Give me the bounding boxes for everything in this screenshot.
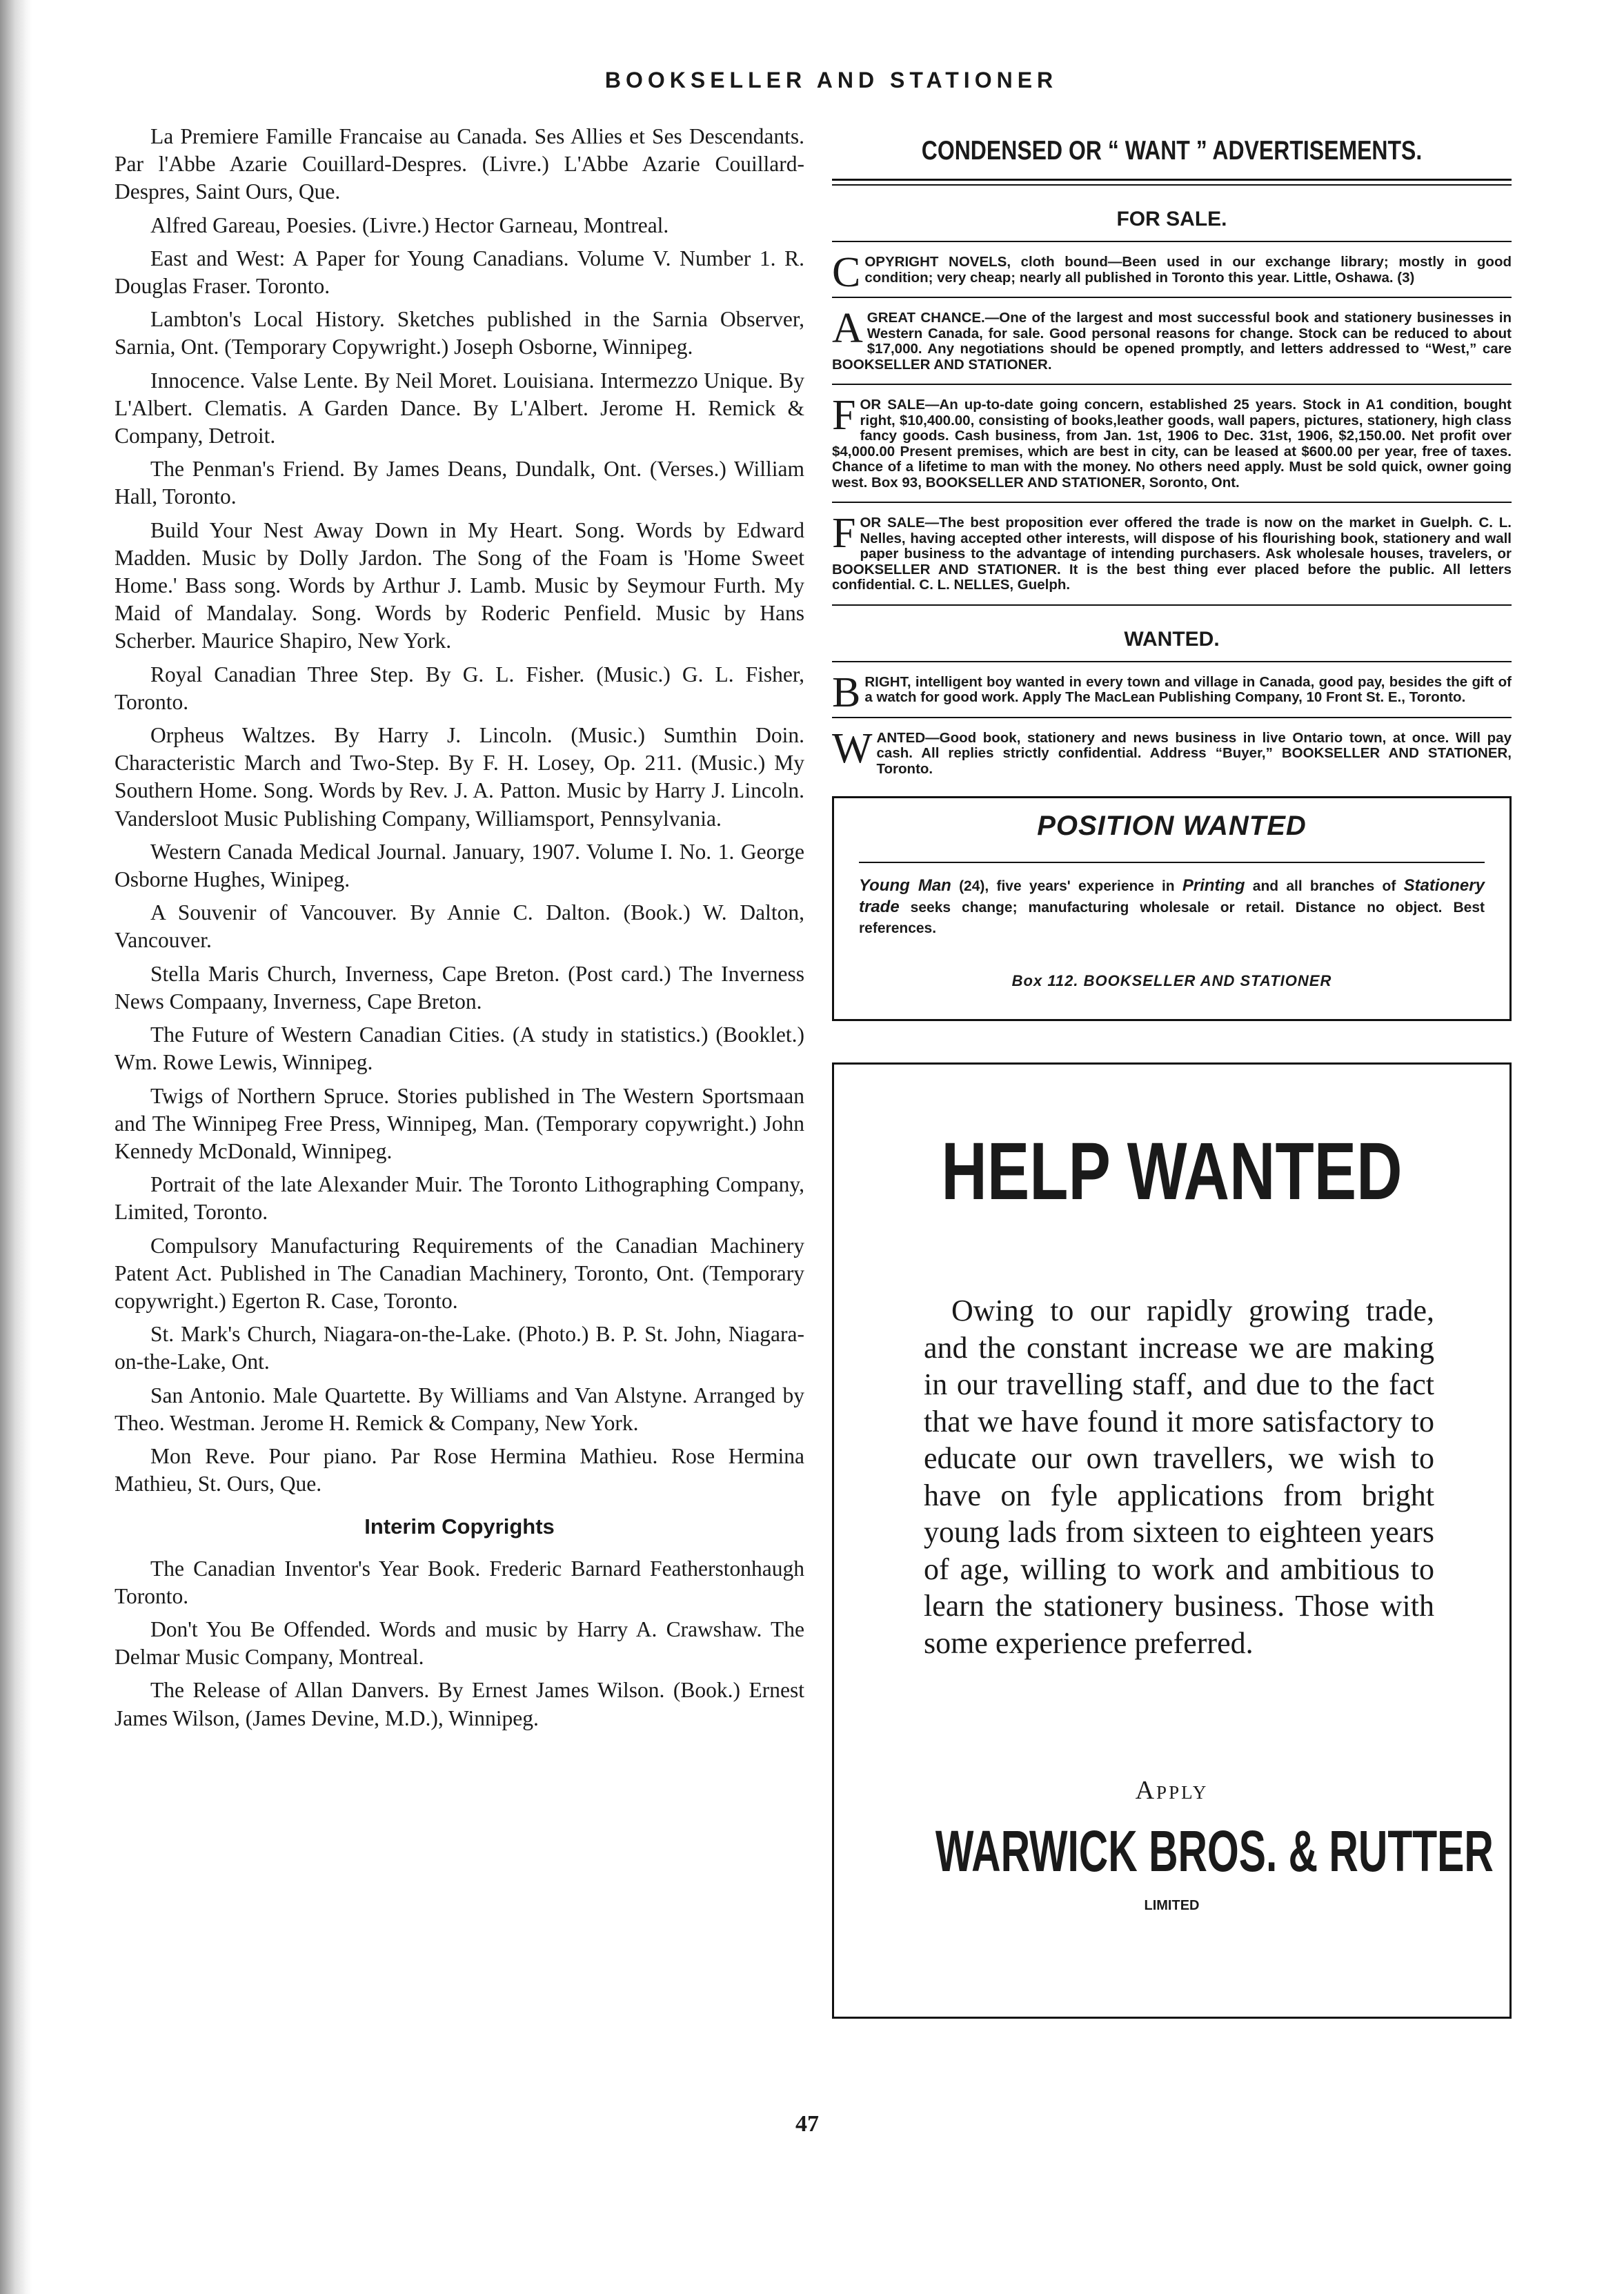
classified-ad [832,669,1512,716]
double-rule [832,179,1512,186]
wanted-heading: WANTED. [1124,627,1220,651]
listing-entry: Western Canada Medical Journal. January, 1907. Volume I. No. 1. George Osborne Hughes, Winipeg. [115,839,804,892]
help-wanted-body [924,1292,1434,1661]
rule [832,384,1512,385]
drop-cap: C [832,249,861,296]
rule [832,502,1512,503]
drop-cap: F [832,510,856,557]
listing-entry: Stella Maris Church, Inverness, Cape Breton. (Post card.) The Inverness News Compaany, Inverness, Cape Breton. [115,961,804,1013]
ad-text: GREAT CHANCE.—One of the largest and most successful book and stationery businesses in Western Canada, for sale. Good personal reasons for change. Stock can be reduced to about $17,000. Any negotiations should be opened promptly, and letters addressed to “West,” care BOOKSELLER AND STATIONER. [832,310,1512,373]
listing-entry: Lambton's Local History. Sketches published in the Sarnia Observer, Sarnia, Ont. (Temporary Copywright.) Joseph Osborne, Winnipeg. [115,307,804,359]
classified-ad [832,392,1512,491]
position-wanted-text [859,876,1485,939]
help-wanted-title: HELP WANTED [941,1126,1403,1217]
rule [832,661,1512,662]
listing-entry: Compulsory Manufacturing Requirements of the Canadian Machinery Patent Act. Published in The Canadian Machinery, Toronto, Ont. (Temporary copywright.) Egerton R. Case, Toronto. [115,1233,804,1313]
text-part: (24), five years' experience in [959,878,1175,894]
help-wanted-text: Owing to our rapidly growing trade, and the constant increase we are making in our travelling staff, and due to the fact that we have found it more satisfactory to educate our own travellers, we wish to have on fyle applications from bright young lads from sixteen to eighteen years of age, willing to work and ambitious to learn the stationery business. Those with some experience preferred. [924,1294,1434,1660]
for-sale-heading: FOR SALE. [1116,208,1227,230]
keyword: Stationery trade [859,876,1485,916]
firm-name: WARWICK BROS. & RUTTER [935,1819,1494,1883]
classified-ad [832,249,1512,296]
advertisements-column [832,135,1512,2019]
listing-entry: San Antonio. Male Quartette. By Williams and Van Alstyne. Arranged by Theo. Westman. Jerome H. Remick & Company, New York. [115,1383,804,1435]
rule [832,297,1512,298]
position-wanted-box [832,796,1512,1021]
copyright-listings-column [115,123,804,1738]
listing-entry: Alfred Gareau, Poesies. (Livre.) Hector Garneau, Montreal. [150,212,669,237]
listing-entry: Portrait of the late Alexander Muir. The Toronto Lithographing Company, Limited, Toronto. [115,1172,804,1225]
drop-cap: B [832,669,861,716]
rule [832,604,1512,606]
keyword: Printing [1182,876,1245,895]
text-part: and all branches of [1252,878,1396,894]
listing-entry: Build Your Nest Away Down in My Heart. Song. Words by Edward Madden. Music by Dolly Jardon. The Song of the Foam is 'Home Sweet Home.' Bass song. Words by Arthur J. Lamb. Music by Seymour Furth. My Maid of Mandalay. Song. Words by Roderic Penfield. Music by Hans Scherber. Maurice Shapiro, New York. [115,517,804,653]
firm-limited: LIMITED [1144,1898,1200,1913]
drop-cap: F [832,392,856,439]
ad-text: OR SALE—An up-to-date going concern, established 25 years. Stock in A1 condition, bought right, $10,400.00, consisting of books,leather goods, wall papers, pictures, stationery, high class fancy goods. Cash business, from Jan. 1st, 1906 to Dec. 31st, 1906, $2,150.00. Net profit over $4,000.00 Present premises, which are best in city, can be leased at $600.00 per year, free of taxes. Chance of a lifetime to man with the money. No others need apply. Must be sold quick, owner going west. Box 93, BOOKSELLER AND STATIONER, Soronto, Ont. [832,397,1512,491]
listing-entry: Royal Canadian Three Step. By G. L. Fisher. (Music.) G. L. Fisher, Toronto. [115,662,804,714]
classified-ad [832,510,1512,593]
interim-entry: The Canadian Inventor's Year Book. Frederic Barnard Featherstonhaugh Toronto. [115,1556,804,1608]
condensed-ads-header: CONDENSED OR “ WANT ” ADVERTISEMENTS. [921,136,1423,166]
rule [832,241,1512,242]
rule [832,717,1512,718]
box-number-line: Box 112. BOOKSELLER AND STATIONER [1011,972,1332,989]
listing-entry: The Future of Western Canadian Cities. (A study in statistics.) (Booklet.) Wm. Rowe Lewis, Winnipeg. [115,1022,804,1075]
listing-entry: East and West: A Paper for Young Canadians. Volume V. Number 1. R. Douglas Fraser. Toronto. [115,246,804,299]
listing-entry: St. Mark's Church, Niagara-on-the-Lake. (Photo.) B. P. St. John, Niagara-on-the-Lake, Ont. [115,1322,804,1374]
listing-entry: The Penman's Friend. By James Deans, Dundalk, Ont. (Verses.) William Hall, Toronto. [115,457,804,509]
ad-text: ANTED—Good book, stationery and news business in live Ontario town, at once. Will pay cash. All replies strictly confidential. Address “Buyer,” BOOKSELLER AND STATIONER, Toronto. [876,729,1512,777]
ad-text: OPYRIGHT NOVELS, cloth bound—Been used in our exchange library; mostly in good condition; very cheap; nearly all published in Toronto this year. Little, Oshawa. (3) [864,254,1512,286]
ad-text: RIGHT, intelligent boy wanted in every town and village in Canada, good pay, besides the gift of a watch for good work. Apply The MacLean Publishing Company, 10 Front St. E., Toronto. [864,673,1512,705]
running-head: BOOKSELLER AND STATIONER [604,68,1058,92]
lead-phrase: Young Man [859,876,951,895]
listing-entry: Twigs of Northern Spruce. Stories published in The Western Sportsmaan and The Winnipeg Free Press, Winnipeg, Man. (Temporary copywright.) John Kennedy McDonald, Winnipeg. [115,1083,804,1163]
help-wanted-box [832,1062,1512,2019]
page-number: 47 [795,2111,819,2137]
ad-text: OR SALE—The best proposition ever offered the trade is now on the market in Guelph. C. L. Nelles, having accepted other interests, will dispose of his flourishing book, stationery and wall paper business to the advantage of intending purchasers. Ask wholesale houses, travelers, or BOOKSELLER AND STATIONER. It is the best thing ever placed before the public. All letters confidential. C. L. NELLES, Guelph. [832,515,1512,593]
listing-entry: Innocence. Valse Lente. By Neil Moret. Louisiana. Intermezzo Unique. By L'Albert. Clematis. A Garden Dance. By L'Albert. Jerome H. Remick & Company, Detroit. [115,368,804,448]
text-part: seeks change; manufacturing wholesale or retail. Distance no object. Best references. [859,900,1485,936]
listing-entry: A Souvenir of Vancouver. By Annie C. Dalton. (Book.) W. Dalton, Vancouver. [115,900,804,953]
interim-entry: The Release of Allan Danvers. By Ernest James Wilson. (Book.) Ernest James Wilson, (James Devine, M.D.), Winnipeg. [115,1678,804,1730]
apply-line: Apply [1135,1776,1209,1805]
classified-ad [832,305,1512,373]
listing-entry: La Premiere Famille Francaise au Canada. Ses Allies et Ses Descendants. Par l'Abbe Azarie Couillard-Despres. (Livre.) L'Abbe Azarie Couillard-Despres, Saint Ours, Que. [115,124,804,204]
listing-entry: Orpheus Waltzes. By Harry J. Lincoln. (Music.) Sumthin Doin. Characteristic March and Two-Step. By F. H. Losey, Op. 211. (Music.) My Southern Home. Song. Words by Rev. J. A. Patton. Music by Harry J. Lincoln. Vandersloot Music Publishing Company, Williamsport, Pennsylvania. [115,723,804,831]
classified-ad [832,724,1512,778]
listing-entry: Mon Reve. Pour piano. Par Rose Hermina Mathieu. Rose Hermina Mathieu, St. Ours, Que. [115,1443,804,1496]
drop-cap: W [832,724,873,772]
interim-entry: Don't You Be Offended. Words and music by Harry A. Crawshaw. The Delmar Music Company, Montreal. [115,1616,804,1670]
scan-binding-edge [0,0,32,2294]
drop-cap: A [832,305,863,352]
interim-copyrights-heading: Interim Copyrights [364,1514,555,1539]
position-wanted-title: POSITION WANTED [1037,811,1307,841]
rule [859,862,1485,863]
